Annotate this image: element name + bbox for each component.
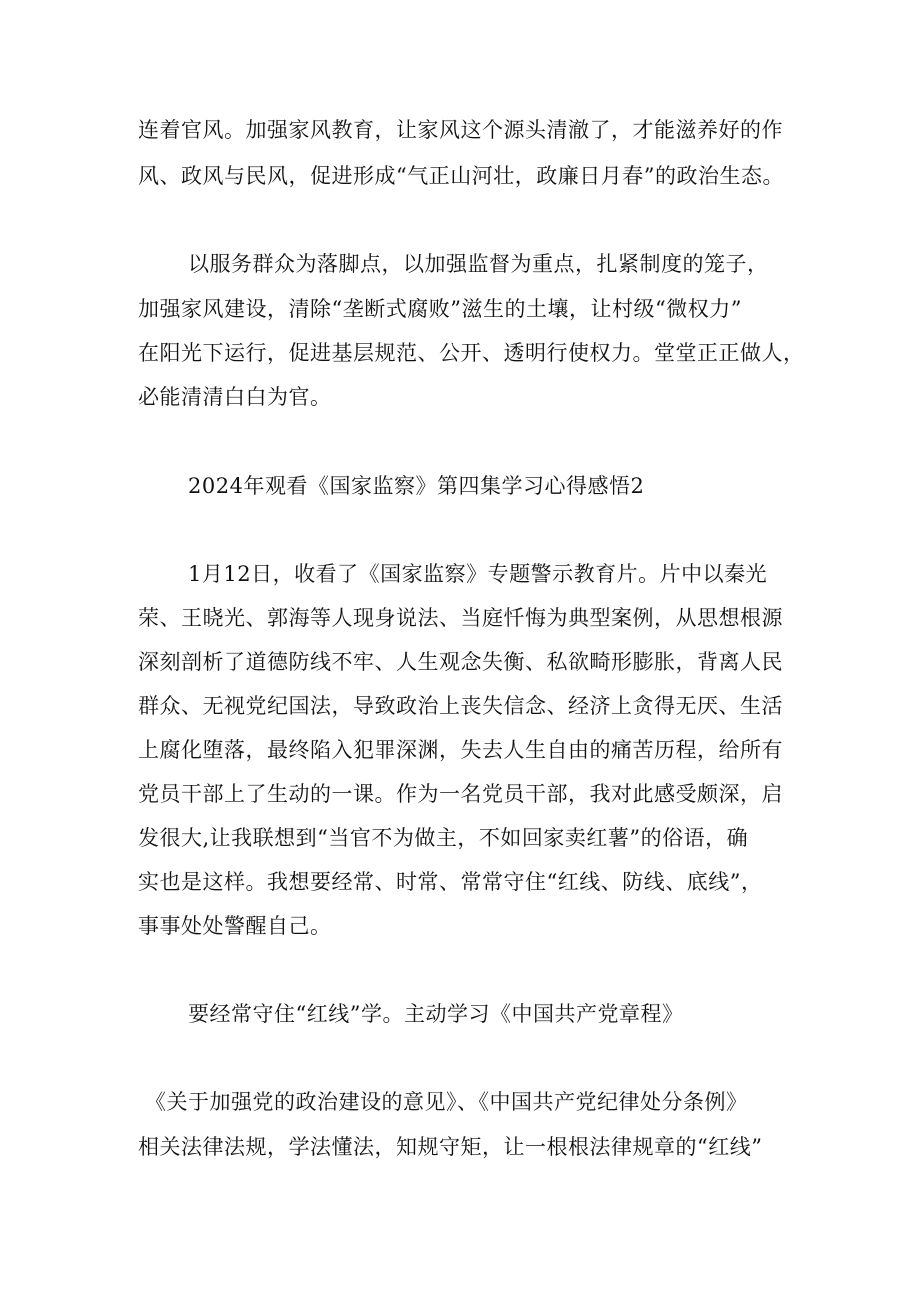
text-line: 事事处处警醒自己。 [138,914,332,938]
text-line: 党员干部上了生动的一课。作为一名党员干部，我对此感受颇深，启 [138,782,783,806]
text-line: 在阳光下运行，促进基层规范、公开、透明行使权力。堂堂正正做人， [138,341,805,365]
text-line: 加强家风建设，清除“垄断式腐败”滋生的土壤，让村级“微权力” [138,297,742,321]
text-line: 荣、王晓光、郭海等人现身说法、当庭忏悔为典型案例，从思想根源 [138,606,783,630]
text-line: 风、政风与民风，促进形成“气正山河壮，政廉日月春”的政治生态。 [138,164,784,188]
text-line: 《关于加强党的政治建设的意见》、《中国共产党纪律处分条例》 [145,1090,748,1114]
text-line: 1月12日，收看了《国家监察》专题警示教育片。片中以秦光 [188,562,768,586]
text-line: 以服务群众为落脚点，以加强监督为重点，扎紧制度的笼子， [188,252,769,276]
text-line: 连着官风。加强家风教育，让家风这个源头清澈了，才能滋养好的作 [138,118,783,142]
section-heading: 2024年观看《国家监察》第四集学习心得感悟2 [188,474,645,498]
text-line: 上腐化堕落，最终陷入犯罪深渊，失去人生自由的痛苦历程，给所有 [138,738,783,762]
text-line: 相关法律法规，学法懂法，知规守矩，让一根根法律规章的“红线” [138,1135,763,1159]
text-line: 必能清清白白为官。 [138,385,332,409]
text-line: 发很大,让我联想到“当官不为做主，不如回家卖红薯”的俗语，确 [138,826,749,850]
text-line: 群众、无视党纪国法，导致政治上丧失信念、经济上贪得无厌、生活 [138,694,783,718]
text-line: 要经常守住“红线”学。主动学习《中国共产党章程》 [188,1002,684,1026]
text-line: 深刻剖析了道德防线不牢、人生观念失衡、私欲畸形膨胀，背离人民 [138,650,783,674]
text-line: 实也是这样。我想要经常、时常、常常守住“红线、防线、底线”， [138,870,763,894]
